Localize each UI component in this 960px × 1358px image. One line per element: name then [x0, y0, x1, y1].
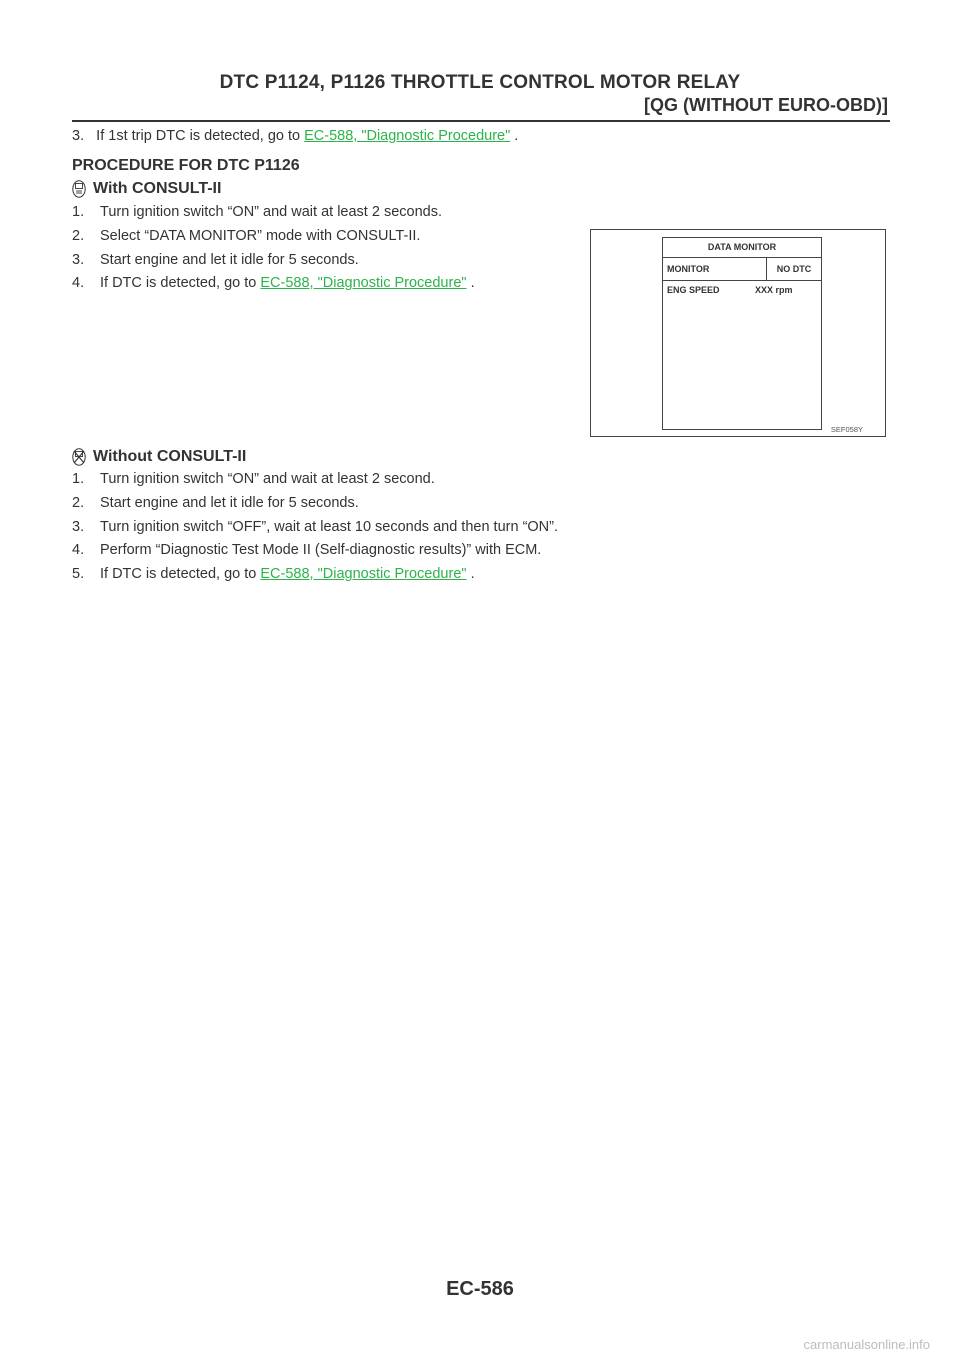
monitor-item-value: XXX rpm: [755, 285, 793, 295]
data-monitor-figure: [590, 229, 886, 437]
section-heading: PROCEDURE FOR DTC P1126: [72, 157, 300, 174]
status-column-label: NO DTC: [776, 264, 812, 274]
with-step-3: 3. Start engine and let it idle for 5 seconds.: [72, 252, 359, 268]
monitor-item-row: [663, 281, 821, 295]
screen-header-row: [663, 258, 821, 281]
watermark: carmanualsonline.info: [803, 1337, 930, 1352]
diagnostic-procedure-link[interactable]: EC-588, "Diagnostic Procedure": [304, 128, 511, 144]
with-step-4: 4. If DTC is detected, go to EC-588, "Diagnostic Procedure" .: [72, 275, 475, 291]
consult-screen: [662, 237, 822, 430]
with-step-2: 2. Select “DATA MONITOR” mode with CONSULT-II.: [72, 228, 421, 244]
page-number: EC-586: [446, 1278, 514, 1300]
without-consult-heading: [72, 448, 246, 466]
with-step-1: 1. Turn ignition switch “ON” and wait at least 2 seconds.: [72, 204, 442, 220]
intro-step-suffix: .: [510, 128, 519, 144]
without-step-5: 5. If DTC is detected, go to EC-588, "Diagnostic Procedure" .: [72, 566, 475, 582]
without-step-2: 2. Start engine and let it idle for 5 seconds.: [72, 495, 359, 511]
diagnostic-procedure-link[interactable]: EC-588, "Diagnostic Procedure": [260, 275, 467, 291]
screen-title: DATA MONITOR: [663, 238, 821, 258]
without-step-1: 1. Turn ignition switch “ON” and wait at least 2 second.: [72, 471, 435, 487]
page-header-subtitle: [QG (WITHOUT EURO-OBD)]: [644, 95, 888, 115]
page-header-title: DTC P1124, P1126 THROTTLE CONTROL MOTOR RELAY: [219, 72, 741, 93]
no-consult-tester-icon: [72, 448, 86, 466]
monitor-item-name: ENG SPEED: [667, 285, 720, 295]
figure-id: SEF058Y: [830, 425, 863, 434]
without-consult-label: Without CONSULT-II: [93, 448, 247, 465]
header-divider: [72, 120, 890, 122]
monitor-column-label: MONITOR: [663, 258, 767, 280]
with-consult-label: With CONSULT-II: [93, 180, 222, 197]
with-consult-heading: [72, 180, 221, 198]
intro-step: [72, 128, 518, 144]
intro-step-text: 3. If 1st trip DTC is detected, go to: [72, 128, 305, 144]
consult-tester-icon: [72, 180, 86, 198]
diagnostic-procedure-link[interactable]: EC-588, "Diagnostic Procedure": [260, 566, 467, 582]
without-step-4: 4. Perform “Diagnostic Test Mode II (Self-diagnostic results)” with ECM.: [72, 542, 542, 558]
without-step-3: 3. Turn ignition switch “OFF”, wait at least 10 seconds and then turn “ON”.: [72, 519, 559, 535]
